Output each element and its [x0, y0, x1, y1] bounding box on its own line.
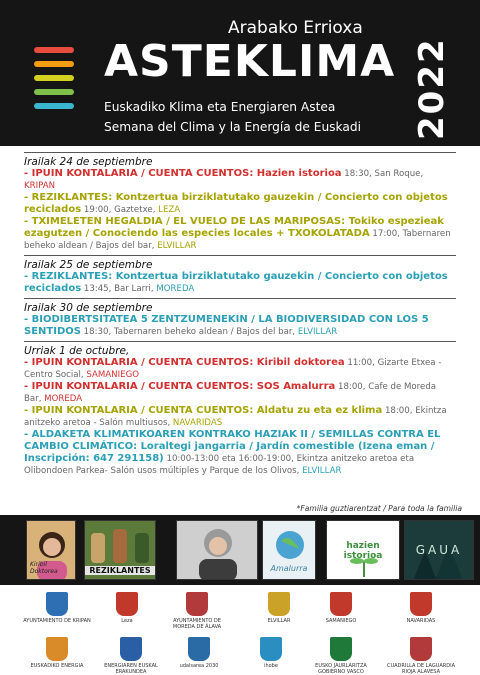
event-item: - TXIMELETEN HEGALDIA / EL VUELO DE LAS MARIPOSAS: Tokiko espezieak ezagutzen / Conociendo las especies locales + TXOKOLATADA 17:00, Tabernaren beheko aldean / Bajos del bar, ELVILLAR — [24, 216, 451, 251]
day-label: Irailak 30 de septiembre — [24, 302, 153, 314]
sponsor-logo — [162, 592, 232, 630]
sponsor-logo — [306, 592, 376, 624]
sponsor-logos — [0, 587, 480, 675]
photo-hazien-istorioa: hazien istorioa — [326, 520, 400, 580]
poster-title: ASTEKLIMA — [104, 36, 396, 87]
portrait-icon — [177, 521, 258, 580]
day-label: Urriak 1 de octubre, — [24, 345, 130, 357]
photo-reziklantes: REZIKLANTES — [84, 520, 156, 580]
color-stripes-logo — [34, 47, 74, 117]
region-subtitle: Arabako Errioxa — [228, 18, 363, 38]
sponsor-logo — [164, 637, 234, 669]
coat-of-arms-icon — [410, 637, 432, 661]
sponsor-logo — [386, 637, 456, 675]
sponsor-logo — [306, 637, 376, 675]
event-item: - ALDAKETA KLIMATIKOAREN KONTRAKO HAZIAK II / SEMILLAS CONTRA EL CAMBIO CLIMÁTICO: Loraltegi jangarria / Jardín comestible (Izena eman / Inscripción: 647 291158) 10:00-13:00 eta 16:00-19:00, Ekintza anitzeko aretoa eta Olibondoen Parkea- Salón usos múltiples y Parque de los Olivos, ELVILLAR — [24, 429, 441, 476]
coat-of-arms-icon — [120, 637, 142, 661]
day-section — [24, 341, 456, 477]
day-section — [24, 298, 456, 338]
day-section — [24, 255, 456, 295]
photo-amalurra-book: Amalurra — [262, 520, 316, 580]
poster-header — [0, 0, 480, 146]
day-label: Irailak 24 de septiembre — [24, 156, 153, 168]
coat-of-arms-icon — [410, 592, 432, 616]
event-item: - IPUIN KONTALARIA / CUENTA CUENTOS: Kiribil doktorea 11:00, Gizarte Etxea - Centro Social, SAMANIEGO — [24, 357, 442, 380]
photo-gaua: GAUA — [404, 520, 474, 580]
sponsor-logo — [22, 637, 92, 669]
events-schedule — [24, 150, 456, 480]
photo-storyteller: Kiribil Doktorea — [26, 520, 76, 580]
sponsor-logo — [236, 637, 306, 669]
stripe-blue — [34, 103, 74, 109]
stripe-red — [34, 47, 74, 53]
sponsor-name: CUADRILLA DE LAGUARDIA RIOJA ALAVESA — [386, 663, 456, 675]
coat-of-arms-icon — [268, 592, 290, 616]
sponsor-name: SAMANIEGO — [325, 618, 357, 624]
title-spanish: Semana del Clima y la Energía de Euskadi — [104, 120, 361, 134]
day-section — [24, 152, 456, 252]
sponsor-logo — [386, 592, 456, 624]
sponsor-name: ihobe — [264, 663, 278, 669]
coat-of-arms-icon — [116, 592, 138, 616]
stripe-orange — [34, 61, 74, 67]
coat-of-arms-icon — [188, 637, 210, 661]
event-item: - REZIKLANTES: Kontzertua birziklatutako gauzekin / Concierto con objetos reciclados 13:45, Bar Larri, MOREDA — [24, 271, 448, 294]
event-item: - IPUIN KONTALARIA / CUENTA CUENTOS: Hazien istorioa 18:30, San Roque, KRIPAN — [24, 168, 424, 191]
sponsor-name: udalsarea 2030 — [179, 663, 219, 669]
sponsor-name: NAVARIDAS — [406, 618, 436, 624]
sponsor-logo — [22, 592, 92, 624]
sponsor-name: EUSKADIKO ENERGIA — [30, 663, 84, 669]
sponsor-name: ENERGIAREN EUSKAL ERAKUNDEA — [104, 663, 158, 675]
coat-of-arms-icon — [46, 592, 68, 616]
coat-of-arms-icon — [186, 592, 208, 616]
event-item: - IPUIN KONTALARIA / CUENTA CUENTOS: Aldatu zu eta ez klima 18:00, Ekintza anitzeko aretoa - Salón multiusos, NAVARIDAS — [24, 405, 447, 428]
photo-strip — [0, 515, 480, 585]
coat-of-arms-icon — [330, 592, 352, 616]
sponsor-logo — [96, 637, 166, 675]
stripe-yellow — [34, 75, 74, 81]
year-label: 2022 — [412, 37, 452, 140]
sponsor-name: AYUNTAMIENTO DE KRIPAN — [23, 618, 91, 624]
sponsor-name: ELVILLAR — [267, 618, 291, 624]
stripe-green — [34, 89, 74, 95]
sponsor-logo — [244, 592, 314, 624]
title-basque: Euskadiko Klima eta Energiaren Astea — [104, 100, 336, 114]
coat-of-arms-icon — [260, 637, 282, 661]
coat-of-arms-icon — [46, 637, 68, 661]
event-item: - REZIKLANTES: Kontzertua birziklatutako gauzekin / Concierto con objetos reciclados 19:00, Gaztetxe, LEZA — [24, 192, 448, 215]
event-item: - IPUIN KONTALARIA / CUENTA CUENTOS: SOS Amalurra 18:00, Cafe de Moreda Bar, MOREDA — [24, 381, 437, 404]
sponsor-name: AYUNTAMIENTO DE MOREDA DE ÁLAVA — [172, 618, 222, 630]
sponsor-logo — [92, 592, 162, 624]
sponsor-name: Leza — [121, 618, 133, 624]
day-label: Irailak 25 de septiembre — [24, 259, 153, 271]
photo-storyteller-2 — [176, 520, 258, 580]
sponsor-name: EUSKO JAURLARITZA GOBIERNO VASCO — [315, 663, 367, 675]
coat-of-arms-icon — [330, 637, 352, 661]
family-footnote: *Familia guztiarentzat / Para toda la familia — [296, 504, 462, 513]
event-item: - BIODIBERTSITATEA 5 ZENTZUMENEKIN / LA BIODIVERSIDAD CON LOS 5 SENTIDOS 18:30, Tabernaren beheko aldean / Bajos del bar, ELVILLAR — [24, 314, 429, 337]
